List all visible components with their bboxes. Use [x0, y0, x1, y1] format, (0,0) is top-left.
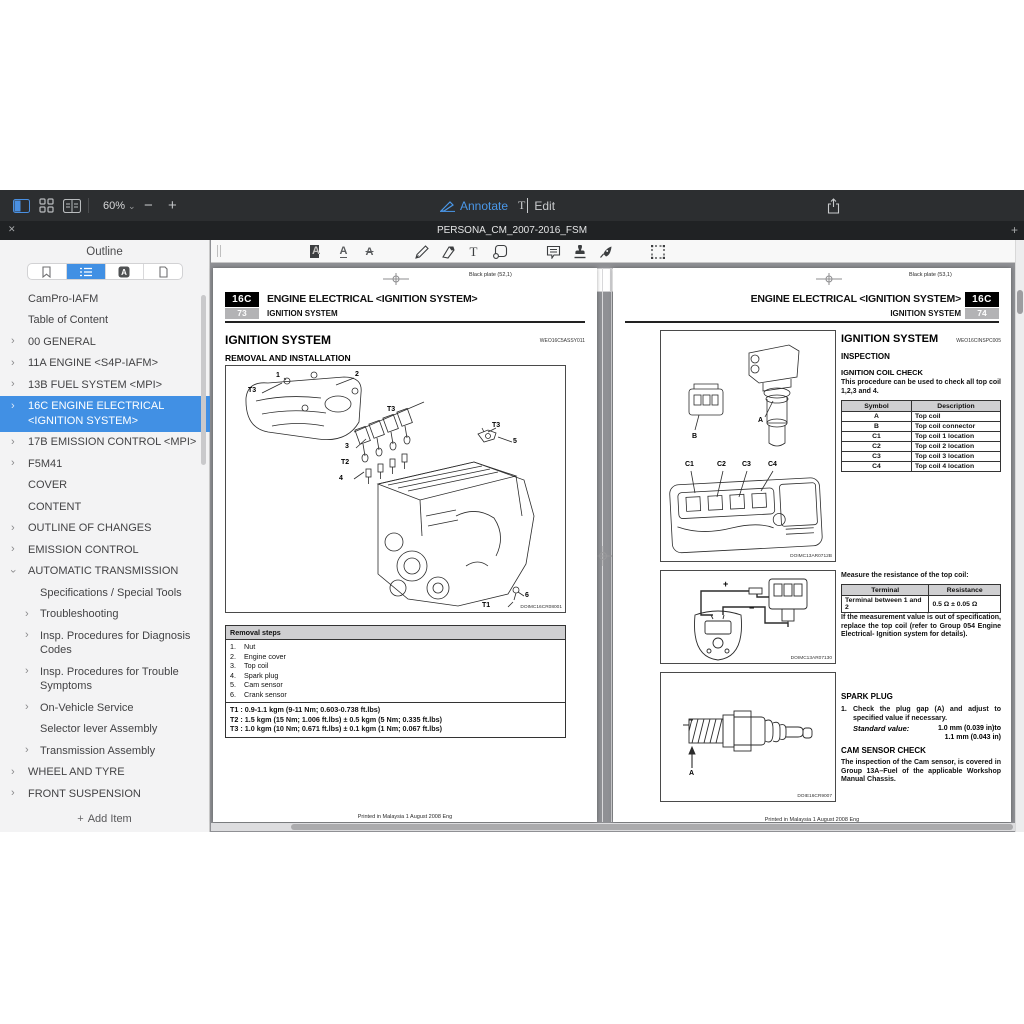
zoom-in-button[interactable]	[168, 190, 177, 221]
shape-icon	[493, 244, 508, 259]
chevron-right-icon[interactable]: ›	[25, 744, 29, 756]
figure-label: 3	[345, 443, 349, 450]
chevron-right-icon[interactable]: ›	[11, 457, 15, 469]
sidebar-item-11a-engine[interactable]: › 11A ENGINE <S4P-IAFM>	[11, 356, 159, 369]
table-row: C1 Top coil 1 location	[842, 432, 1001, 442]
sidebar-item-selector-lever-assembly[interactable]: Selector lever Assembly	[40, 723, 158, 735]
signature-tool-button[interactable]	[597, 243, 614, 260]
page-right	[613, 268, 1011, 822]
figure-label: 5	[513, 438, 517, 445]
annotate-mode-button[interactable]	[440, 190, 508, 221]
chevron-right-icon[interactable]: ›	[11, 378, 15, 390]
shape-tool-button[interactable]	[492, 243, 509, 260]
chevron-down-icon[interactable]: ›	[7, 568, 20, 573]
plate-label: Black plate (53,1)	[909, 272, 952, 278]
cam-sensor-heading: CAM SENSOR CHECK	[841, 746, 926, 755]
section-code: WEO16CINSPC005	[956, 338, 1001, 344]
zoom-level-value: 60%	[103, 199, 126, 212]
coil-check-heading: IGNITION COIL CHECK	[841, 368, 923, 377]
bookmark-icon	[42, 266, 51, 278]
removal-step: 1. Nut	[230, 642, 256, 651]
table-row: C3 Top coil 3 location	[842, 452, 1001, 462]
figure-label: T3	[387, 406, 396, 413]
figure-label: C3	[742, 461, 751, 468]
toolbar-drag-handle[interactable]	[217, 245, 221, 257]
sidebar-item-17b-emission-control[interactable]: › 17B EMISSION CONTROL <MPI>	[11, 435, 197, 448]
sidebar-item-troubleshooting[interactable]: › Troubleshooting	[25, 607, 119, 620]
annotate-label: Annotate	[460, 198, 509, 213]
figure-label-minus: −	[749, 603, 755, 613]
annotation-icon	[118, 266, 130, 278]
figure-label: B	[692, 433, 698, 440]
standard-value-line2: 1.1 mm (0.043 in)	[944, 734, 1001, 741]
vertical-scrollbar-thumb[interactable]	[1017, 290, 1023, 314]
chevron-right-icon[interactable]: ›	[11, 543, 15, 555]
figure-label: A	[758, 417, 764, 424]
sidebar-item-00-general[interactable]: › 00 GENERAL	[11, 335, 96, 348]
selection-marquee-icon	[651, 245, 665, 259]
sidebar-item-insp-diagnosis-codes[interactable]: › Insp. Procedures for Diagnosis Codes	[25, 629, 191, 656]
figure-label: 2	[355, 371, 359, 378]
engine-exploded-diagram	[226, 366, 565, 612]
chevron-right-icon[interactable]: ›	[11, 521, 15, 534]
figure-code: DOIE16CR9007	[797, 794, 832, 799]
figure-label: 4	[339, 475, 343, 482]
grid-icon	[39, 198, 54, 213]
underline-icon: A	[339, 244, 348, 257]
chevron-down-icon: ⌄	[128, 200, 136, 211]
page-number-box: 73	[225, 308, 259, 319]
add-tab-icon[interactable]: +	[1010, 223, 1018, 237]
outline-sidebar	[0, 240, 210, 832]
horizontal-scrollbar-thumb[interactable]	[291, 824, 1013, 830]
figure-label: T1	[482, 602, 491, 609]
inspection-heading: INSPECTION	[841, 352, 890, 361]
pen-icon	[415, 245, 429, 259]
removal-step: 3. Top coil	[230, 661, 269, 670]
outline-list-icon	[80, 267, 92, 277]
sidebar-item-outline-of-changes[interactable]: › OUTLINE OF CHANGES	[11, 521, 152, 534]
sidebar-item-emission-control[interactable]: › EMISSION CONTROL	[11, 543, 139, 556]
figure-spark-plug	[660, 672, 836, 802]
sidebar-item-table-of-content[interactable]: Table of Content	[28, 314, 109, 326]
zoom-level-dropdown[interactable]	[103, 190, 136, 221]
close-tab-icon[interactable]: ✕	[8, 224, 16, 234]
registration-mark	[383, 273, 409, 285]
figure-label: A	[689, 770, 695, 777]
removal-step: 6. Crank sensor	[230, 689, 287, 699]
sidebar-item-content[interactable]: CONTENT	[28, 500, 82, 513]
edit-label: Edit	[534, 198, 556, 213]
header-rule	[225, 321, 585, 323]
removal-step: 2. Engine cover	[230, 651, 286, 661]
table-row: B Top coil connector	[842, 422, 1001, 432]
comment-tool-button[interactable]	[545, 243, 562, 260]
chevron-right-icon[interactable]: ›	[11, 335, 15, 347]
resistance-check-diagram	[661, 571, 835, 663]
removal-steps-list	[226, 640, 565, 702]
sidebar-item-transmission-assembly[interactable]: › Transmission Assembly	[25, 744, 156, 757]
table-row: C4 Top coil 4 location	[842, 462, 1001, 472]
spark-plug-step: 1. Check the plug gap (A) and adjust to specified value if necessary.	[841, 706, 1001, 722]
torque-spec-t2: T2 : 1.5 kgm (15 Nm; 1.006 ft.lbs) ± 0.5 kgm (5 Nm; 0.335 ft.lbs)	[230, 714, 443, 724]
highlight-tool-button[interactable]	[309, 243, 326, 260]
page-header-title: ENGINE ELECTRICAL <IGNITION SYSTEM>	[750, 293, 961, 305]
cam-sensor-text: The inspection of the Cam sensor, is covered in Group 13A–Fuel of the applicable Workshop Manual Chassis.	[841, 759, 1001, 783]
chevron-right-icon[interactable]: ›	[11, 399, 15, 412]
add-item-label: Add Item	[87, 813, 132, 825]
figure-coil-location	[660, 330, 836, 562]
coil-location-diagram	[661, 331, 835, 561]
figure-removal-diagram	[225, 365, 566, 613]
figure-label: C1	[685, 461, 694, 468]
two-page-icon	[63, 199, 81, 213]
plate-label: Black plate (52,1)	[469, 272, 512, 278]
sidebar-tab-switcher	[27, 263, 183, 280]
chevron-right-icon[interactable]: ›	[25, 701, 29, 713]
figure-label: T3	[248, 387, 257, 394]
tab-pages[interactable]	[144, 264, 182, 279]
share-button[interactable]	[827, 190, 840, 221]
spark-plug-diagram	[661, 673, 835, 801]
reading-view-button[interactable]	[63, 190, 81, 221]
chevron-right-icon[interactable]: ›	[25, 665, 29, 677]
stamp-tool-button[interactable]	[571, 243, 588, 260]
removal-step: 4. Spark plug	[230, 670, 279, 680]
page-left	[213, 268, 597, 822]
removal-steps-title: Removal steps	[226, 626, 565, 640]
eraser-tool-button[interactable]	[439, 243, 456, 260]
measure-text: Measure the resistance of the top coil:	[841, 572, 969, 579]
tab-annotations[interactable]	[106, 264, 145, 279]
chevron-right-icon[interactable]: ›	[25, 629, 29, 641]
figure-code: DOIMC13AR0712B	[790, 554, 832, 559]
figure-label: T3	[492, 422, 501, 429]
table-row: C2 Top coil 2 location	[842, 442, 1001, 452]
spark-plug-heading: SPARK PLUG	[841, 692, 893, 701]
sidebar-item-wheel-and-tyre[interactable]: › WHEEL AND TYRE	[11, 765, 125, 778]
figure-code: DOIMC16CR08001	[520, 605, 562, 610]
sidebar-item-front-suspension[interactable]: › FRONT SUSPENSION	[11, 787, 141, 800]
vertical-scrollbar[interactable]	[1015, 240, 1024, 832]
page-footer: Printed in Malaysia 1 August 2008 Eng	[357, 814, 453, 820]
minus-icon: −	[144, 197, 153, 214]
share-icon	[827, 198, 840, 214]
registration-mark	[816, 273, 842, 285]
figure-label-plus: +	[723, 579, 729, 589]
zoom-out-button[interactable]	[144, 190, 153, 221]
sidebar-item-cover[interactable]: COVER	[28, 479, 68, 491]
document-tab-title[interactable]: PERSONA_CM_2007-2016_FSM	[436, 225, 588, 236]
stamp-icon	[573, 245, 587, 259]
sidebar-scrollbar[interactable]	[201, 295, 206, 465]
sidebar-title: Outline	[86, 246, 123, 258]
standard-value-label: Standard value:	[853, 724, 910, 733]
text-icon: T	[469, 243, 478, 259]
sidebar-item-specifications[interactable]: Specifications / Special Tools	[40, 586, 182, 599]
page-footer: Printed in Malaysia 1 August 2008 Eng	[764, 817, 860, 823]
sidebar-toggle-button[interactable]	[13, 190, 30, 221]
document-tab-bar	[0, 221, 1024, 240]
chevron-right-icon[interactable]: ›	[11, 435, 15, 448]
sidebar-item-insp-trouble-symptoms[interactable]: › Insp. Procedures for Trouble Symptoms	[25, 665, 179, 692]
top-toolbar	[0, 190, 1024, 221]
page-header-subtitle: IGNITION SYSTEM	[267, 309, 338, 318]
sidebar-item-automatic-transmission[interactable]: › AUTOMATIC TRANSMISSION	[7, 565, 179, 577]
page-header-subtitle: IGNITION SYSTEM	[890, 309, 961, 318]
standard-value-line1: 1.0 mm (0.039 in)to	[937, 725, 1001, 732]
coil-check-text: This procedure can be used to check all top coil 1,2,3 and 4.	[841, 379, 1001, 395]
plus-icon: +	[77, 813, 84, 825]
svg-text:A: A	[121, 267, 128, 277]
main-area	[0, 240, 1024, 832]
annotate-pen-icon	[440, 200, 455, 212]
chevron-right-icon[interactable]: ›	[11, 356, 15, 369]
horizontal-scrollbar[interactable]	[211, 823, 1015, 831]
torque-spec-t3: T3 : 1.0 kgm (10 Nm; 0.671 ft.lbs) ± 0.1 kgm (1 Nm; 0.067 ft.lbs)	[230, 724, 443, 733]
strikethrough-icon: A	[365, 245, 374, 258]
page-number-box: 74	[965, 308, 999, 319]
sidebar-item-campro-iafm[interactable]: CamPro-IAFM	[28, 292, 99, 305]
figure-resistance-check	[660, 570, 836, 664]
symbol-description-table: Symbol Description A Top coil B Top coil connector C1 Top coil 1 location C2 Top coil 2 location C3 Top coil 3 location C4 Top coil 4 location	[841, 400, 1001, 472]
thumbnails-view-button[interactable]	[39, 190, 54, 221]
resistance-table: Terminal Resistance Terminal between 1 and 2 0.5 Ω ± 0.05 Ω	[841, 584, 1001, 613]
sidebar-item-f5m41[interactable]: › F5M41	[11, 457, 63, 470]
text-tool-button[interactable]	[465, 243, 482, 260]
section-title: IGNITION SYSTEM	[225, 333, 332, 347]
torque-specs	[226, 702, 565, 737]
edit-mode-button[interactable]	[518, 190, 555, 221]
subsection-heading: REMOVAL AND INSTALLATION	[225, 353, 351, 363]
pen-tool-button[interactable]	[413, 243, 430, 260]
figure-code: DOIMC13AR07130	[790, 656, 832, 661]
table-row: Terminal between 1 and 2 0.5 Ω ± 0.05 Ω	[842, 596, 1001, 613]
eraser-icon	[441, 245, 455, 259]
chevron-right-icon[interactable]: ›	[11, 765, 15, 778]
figure-label: C2	[717, 461, 726, 468]
tab-outline[interactable]	[67, 264, 106, 279]
sidebar-item-16c-engine-electrical[interactable]: › 16C ENGINE ELECTRICAL <IGNITION SYSTEM>	[0, 396, 210, 432]
comment-icon	[546, 245, 561, 259]
chevron-right-icon[interactable]: ›	[25, 607, 29, 620]
outline-list	[0, 288, 210, 803]
group-tab-code: 16C	[225, 292, 259, 307]
page-icon	[159, 266, 168, 278]
toolbar-separator	[88, 198, 89, 213]
select-region-tool-button[interactable]	[649, 243, 666, 260]
page-header-title: ENGINE ELECTRICAL <IGNITION SYSTEM>	[267, 293, 478, 305]
figure-label: 1	[276, 372, 280, 379]
sidebar-panel-icon	[13, 199, 30, 213]
plus-icon: +	[168, 197, 177, 214]
section-title: IGNITION SYSTEM	[841, 333, 939, 345]
strikethrough-tool-button[interactable]	[361, 243, 378, 260]
figure-label: T2	[341, 459, 350, 466]
figure-label: C4	[768, 461, 777, 468]
torque-spec-t1: T1 : 0.9-1.1 kgm (9-11 Nm; 0.603-0.738 ft.lbs)	[230, 705, 381, 714]
sheet-edge-line	[602, 268, 603, 822]
removal-steps-table	[225, 625, 566, 738]
header-rule	[625, 321, 999, 323]
sidebar-item-on-vehicle-service[interactable]: › On-Vehicle Service	[25, 701, 134, 714]
annotation-toolbar	[211, 240, 1024, 263]
removal-step: 5. Cam sensor	[230, 680, 283, 689]
highlight-icon: A	[312, 245, 320, 257]
add-item-button[interactable]	[0, 813, 209, 825]
edit-text-icon: T	[518, 198, 528, 213]
note-text: If the measurement value is out of specification, replace the top coil (refer to Group 054 Engine Electrical- Ignition system for details).	[841, 614, 1001, 638]
underline-tool-button[interactable]	[335, 243, 352, 260]
group-tab-code: 16C	[965, 292, 999, 307]
sheet-edge-line	[611, 268, 612, 822]
figure-label: 6	[525, 592, 529, 599]
signature-pen-icon	[599, 245, 613, 259]
sidebar-item-13b-fuel-system[interactable]: › 13B FUEL SYSTEM <MPI>	[11, 378, 163, 391]
tab-bookmarks[interactable]	[28, 264, 67, 279]
section-code: WEO16C5ASSY011	[539, 338, 585, 344]
chevron-right-icon[interactable]: ›	[11, 787, 15, 799]
table-row: A Top coil	[842, 412, 1001, 422]
